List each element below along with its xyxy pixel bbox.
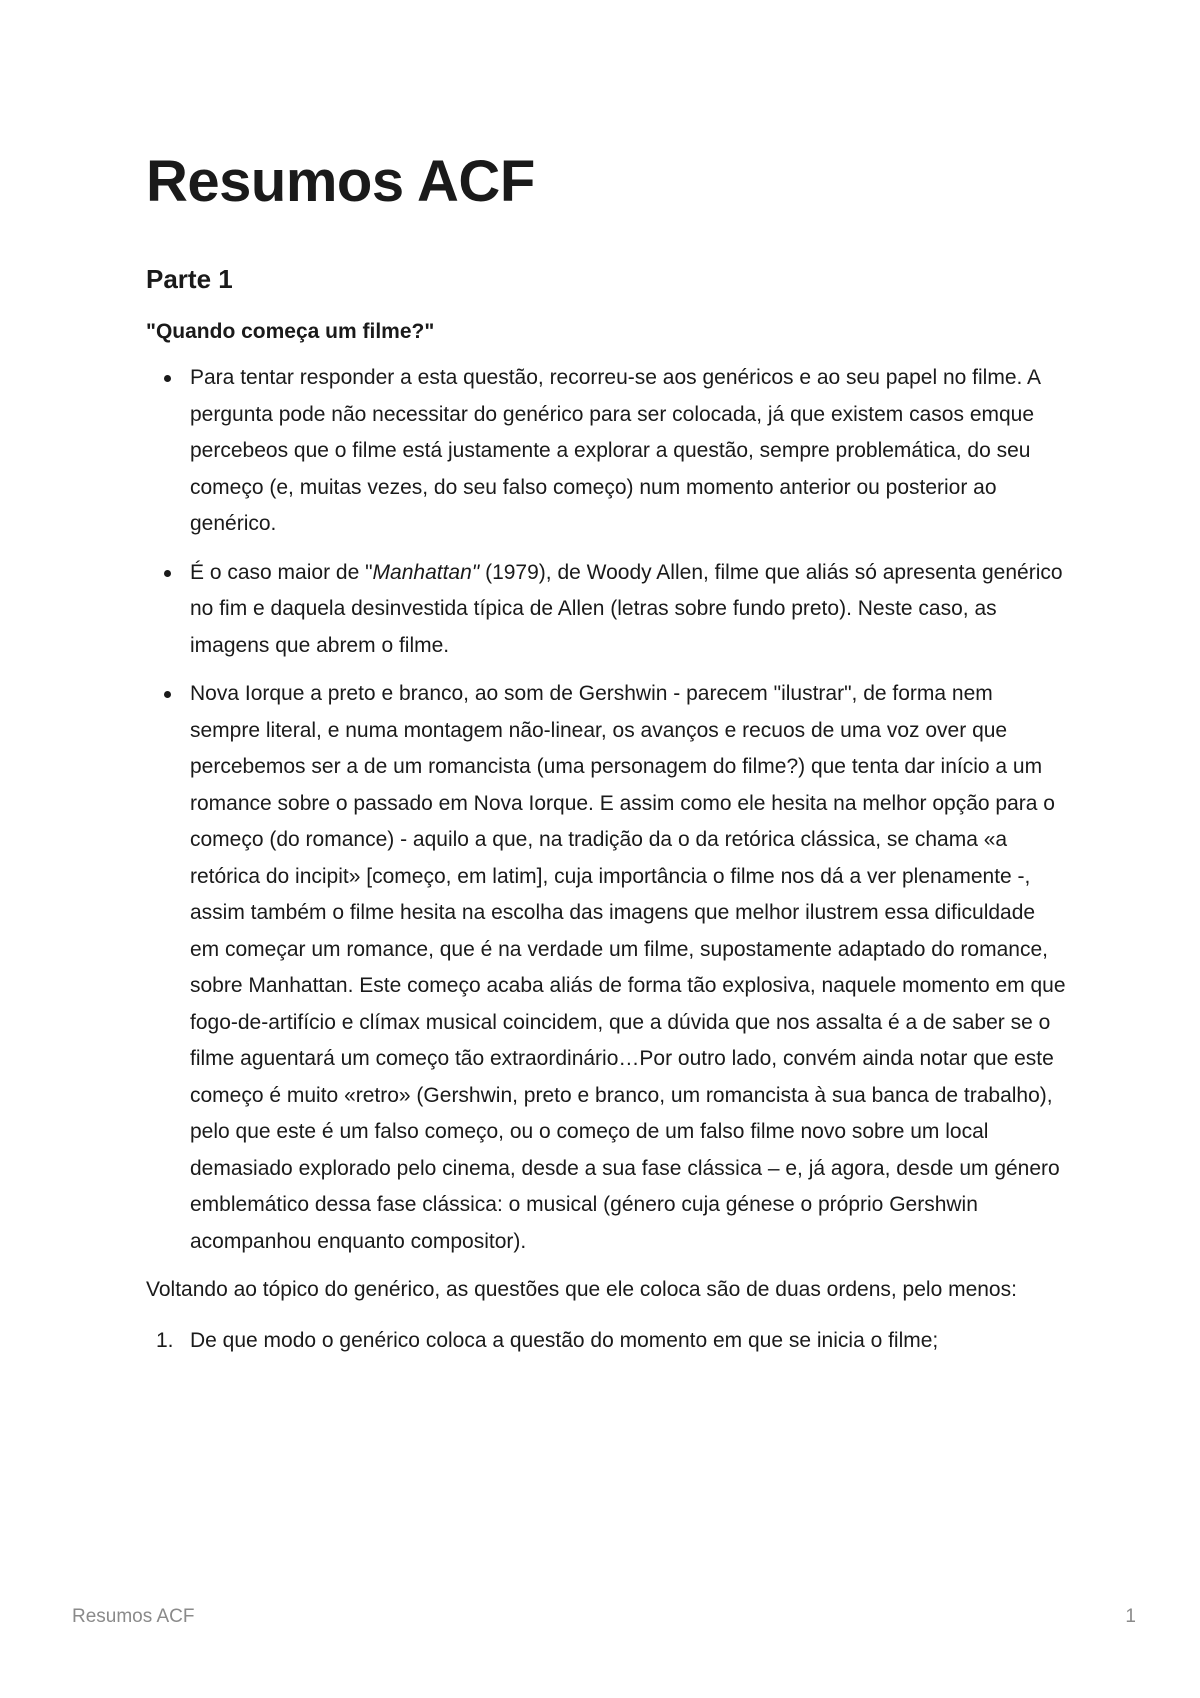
bullet-text-before: É o caso maior de " (190, 560, 373, 584)
document-page (146, 150, 1066, 1359)
numbered-list (146, 1323, 1066, 1360)
question-heading: "Quando começa um filme?" (146, 319, 435, 343)
document-title: Resumos ACF (146, 149, 535, 214)
bullet-item (190, 555, 1066, 665)
bullet-list (146, 360, 1066, 1260)
film-title-italic: Manhattan" (372, 560, 480, 584)
bullet-item (190, 676, 1066, 1260)
footer-document-title: Resumos ACF (72, 1606, 195, 1627)
body-paragraph: Voltando ao tópico do genérico, as questões que ele coloca são de duas ordens, pelo menos: (146, 1278, 1017, 1302)
bullet-item (190, 360, 1066, 543)
item-number: 1. (156, 1328, 174, 1352)
bullet-text: Nova Iorque a preto e branco, ao som de Gershwin - parecem "ilustrar", de forma nem sempre literal, e numa montagem não-linear, os avanços e recuos de uma voz over que percebemos ser a de um romancista (uma personagem do filme?) que tenta dar início a um romance sobre o passado em Nova Iorque. E assim como ele hesita na melhor opção para o começo (do romance) - aquilo a que, na tradição da o da retórica clássica, se chama «a retórica do incipit» [começo, em latim], cuja importância o filme nos dá a ver plenamente -, assim também o filme hesita na escolha das imagens que melhor ilustrem essa dificuldade em começar um romance, que é na verdade um filme, supostamente adaptado do romance, sobre Manhattan. Este começo acaba aliás de forma tão explosiva, naquele momento em que fogo-de-artifício e clímax musical coincidem, que a dúvida que nos assalta é a de saber se o filme aguentará um começo tão extraordinário…Por outro lado, convém ainda notar que este começo é muito «retro» (Gershwin, preto e branco, um romancista à sua banca de trabalho), pelo que este é um falso começo, ou o começo de um falso filme novo sobre um local demasiado explorado pelo cinema, desde a sua fase clássica – e, já agora, desde um género emblemático dessa fase clássica: o musical (género cuja génese o próprio Gershwin acompanhou enquanto compositor). (190, 682, 1066, 1253)
bullet-text: Para tentar responder a esta questão, recorreu-se aos genéricos e ao seu papel no filme. A pergunta pode não necessitar do genérico para ser colocada, já que existem casos emque percebeos que o filme está justamente a explorar a questão, sempre problemática, do seu começo (e, muitas vezes, do seu falso começo) num momento anterior ou posterior ao genérico. (190, 366, 1040, 536)
bullet-text-after: (1979), de Woody Allen, filme que aliás só apresenta genérico no fim e daquela desinvestida típica de Allen (letras sobre fundo preto). Neste caso, as imagens que abrem o filme. (190, 560, 1063, 657)
footer-page-number: 1 (1125, 1606, 1136, 1627)
section-heading: Parte 1 (146, 263, 233, 294)
numbered-item-text: De que modo o genérico coloca a questão do momento em que se inicia o filme; (190, 1328, 939, 1352)
numbered-item (156, 1323, 1066, 1360)
